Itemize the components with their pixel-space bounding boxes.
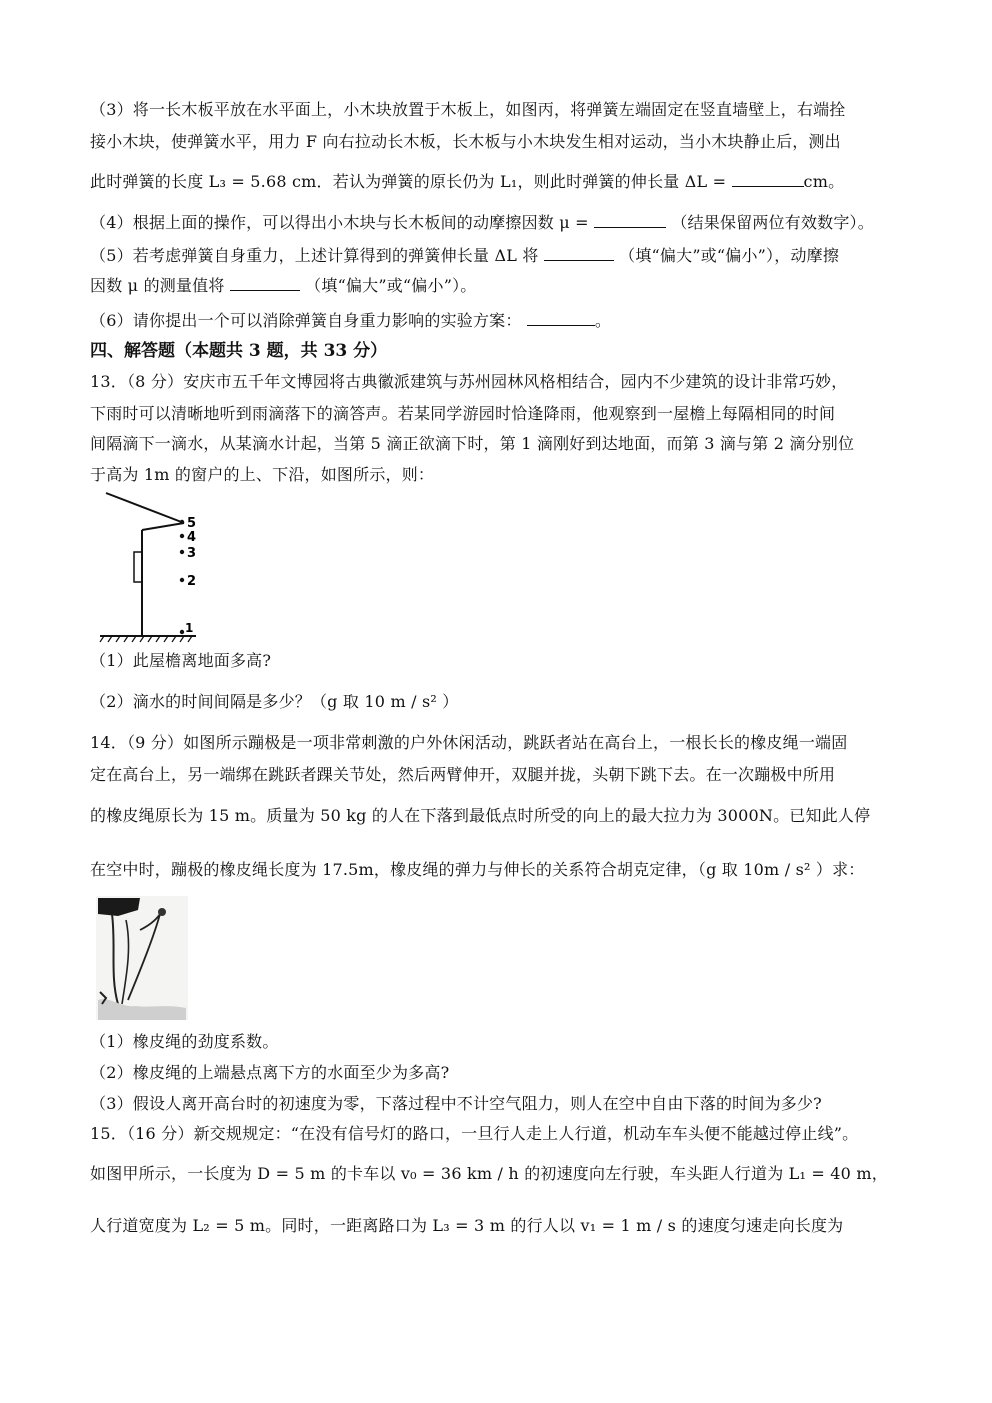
- q12-part5-note: （填“偏大”或“偏小”），动摩擦: [619, 246, 840, 265]
- q12-part3-line2: 接小木块，使弹簧水平，用力 F 向右拉动长木板，长木板与小木块发生相对运动，当小木块静止后，测出: [90, 132, 841, 151]
- q12-part5-text2: 因数 μ 的测量值将: [90, 276, 225, 295]
- bungee-jump-photo: [96, 896, 188, 1020]
- q14-line3: 的橡皮绳原长为 15 m。质量为 50 kg 的人在下落到最低点时所受的向上的最大拉力为 3000N。已知此人停: [90, 806, 871, 825]
- drop-3: [180, 550, 184, 554]
- raindrop-eave-figure: [96, 490, 206, 646]
- q13-line3: 间隔滴下一滴水，从某滴水计起，当第 5 滴正欲滴下时，第 1 滴刚好到达地面，而第 3 滴与第 2 滴分别位: [90, 434, 855, 453]
- jumper-head: [158, 908, 166, 916]
- q14-sub3: （3）假设人离开高台时的初速度为零，下落过程中不计空气阻力，则人在空中自由下落的时间为多少?: [90, 1094, 822, 1113]
- answer-blank-mu-bias[interactable]: [230, 276, 300, 291]
- answer-blank-extension-bias[interactable]: [544, 246, 614, 261]
- q12-part4-note: （结果保留两位有效数字）。: [671, 213, 874, 232]
- section-heading: 四、解答题（本题共 3 题，共 33 分）: [90, 341, 388, 361]
- q15-line3: 人行道宽度为 L₂ = 5 m。同时，一距离路口为 L₃ = 3 m 的行人以 v₁ = 1 m / s 的速度匀速走向长度为: [90, 1216, 844, 1235]
- answer-blank-delta-l[interactable]: [732, 172, 804, 187]
- eave-underside: [142, 523, 184, 530]
- answer-blank-scheme[interactable]: [527, 311, 595, 326]
- q12-part6-line: [90, 311, 611, 331]
- q13-line1: 13．（8 分）安庆市五千年文博园将古典徽派建筑与苏州园林风格相结合，园内不少建筑的设计非常巧妙，: [90, 372, 848, 391]
- q12-part4-text: （4）根据上面的操作，可以得出小木块与长木板间的动摩擦因数 μ =: [90, 213, 589, 232]
- drop-4: [180, 534, 184, 538]
- q13-sub1: （1）此屋檐离地面多高?: [90, 651, 272, 670]
- q12-part3-line3: [90, 172, 844, 192]
- q12-part3-unit: cm。: [803, 172, 845, 191]
- drop-label-4: 4: [187, 530, 197, 545]
- q12-part4-line: [90, 213, 874, 233]
- drop-label-3: 3: [187, 546, 197, 561]
- drop-label-2: 2: [187, 574, 197, 589]
- q12-part5-line1: [90, 246, 839, 266]
- q15-line1: 15．（16 分）新交规规定：“在没有信号灯的路口，一旦行人走上人行道，机动车车头便不能越过停止线”。: [90, 1124, 859, 1143]
- drop-5: [180, 520, 184, 524]
- drop-1: [180, 630, 184, 634]
- q14-line4: 在空中时，蹦极的橡皮绳长度为 17.5m，橡皮绳的弹力与伸长的关系符合胡克定律，（g 取 10m / s² ）求：: [90, 860, 865, 879]
- q13-sub2: （2）滴水的时间间隔是多少？（g 取 10 m / s² ）: [90, 692, 459, 711]
- q12-part5-line2: [90, 276, 477, 296]
- q12-part3-text: 此时弹簧的长度 L₃ = 5.68 cm．若认为弹簧的原长仍为 L₁，则此时弹簧的伸长量 ΔL =: [90, 172, 727, 191]
- q12-part5-text: （5）若考虑弹簧自身重力，上述计算得到的弹簧伸长量 ΔL 将: [90, 246, 539, 265]
- q12-part6-end: 。: [594, 311, 612, 330]
- q12-part6-text: （6）请你提出一个可以消除弹簧自身重力影响的实验方案：: [90, 311, 522, 330]
- q13-line2: 下雨时可以清晰地听到雨滴落下的滴答声。若某同学游园时恰逢降雨，他观察到一屋檐上每隔相同的时间: [90, 404, 836, 423]
- q14-line1: 14．（9 分）如图所示蹦极是一项非常刺激的户外休闲活动，跳跃者站在高台上，一根长长的橡皮绳一端固: [90, 733, 848, 752]
- window-frame: [134, 552, 142, 582]
- q12-part5-note2: （填“偏大”或“偏小”）。: [305, 276, 477, 295]
- q13-line4: 于高为 1m 的窗户的上、下沿，如图所示，则：: [90, 465, 435, 484]
- drop-label-5: 5: [187, 516, 197, 531]
- q14-line2: 定在高台上，另一端绑在跳跃者踝关节处，然后两臂伸开，双腿并拢，头朝下跳下去。在一次蹦极中所用: [90, 765, 836, 784]
- q12-part3-line1: （3）将一长木板平放在水平面上，小木块放置于木板上，如图丙，将弹簧左端固定在竖直墙壁上，右端拴: [90, 100, 846, 119]
- q14-sub1: （1）橡皮绳的劲度系数。: [90, 1032, 279, 1051]
- drop-2: [180, 578, 184, 582]
- q14-sub2: （2）橡皮绳的上端悬点离下方的水面至少为多高?: [90, 1063, 450, 1082]
- answer-blank-mu[interactable]: [594, 213, 666, 228]
- q15-line2: 如图甲所示，一长度为 D = 5 m 的卡车以 v₀ = 36 km / h 的初速度向左行驶，车头距人行道为 L₁ = 40 m，: [90, 1164, 888, 1183]
- roof-line: [106, 493, 184, 523]
- drop-label-1: 1: [185, 621, 194, 635]
